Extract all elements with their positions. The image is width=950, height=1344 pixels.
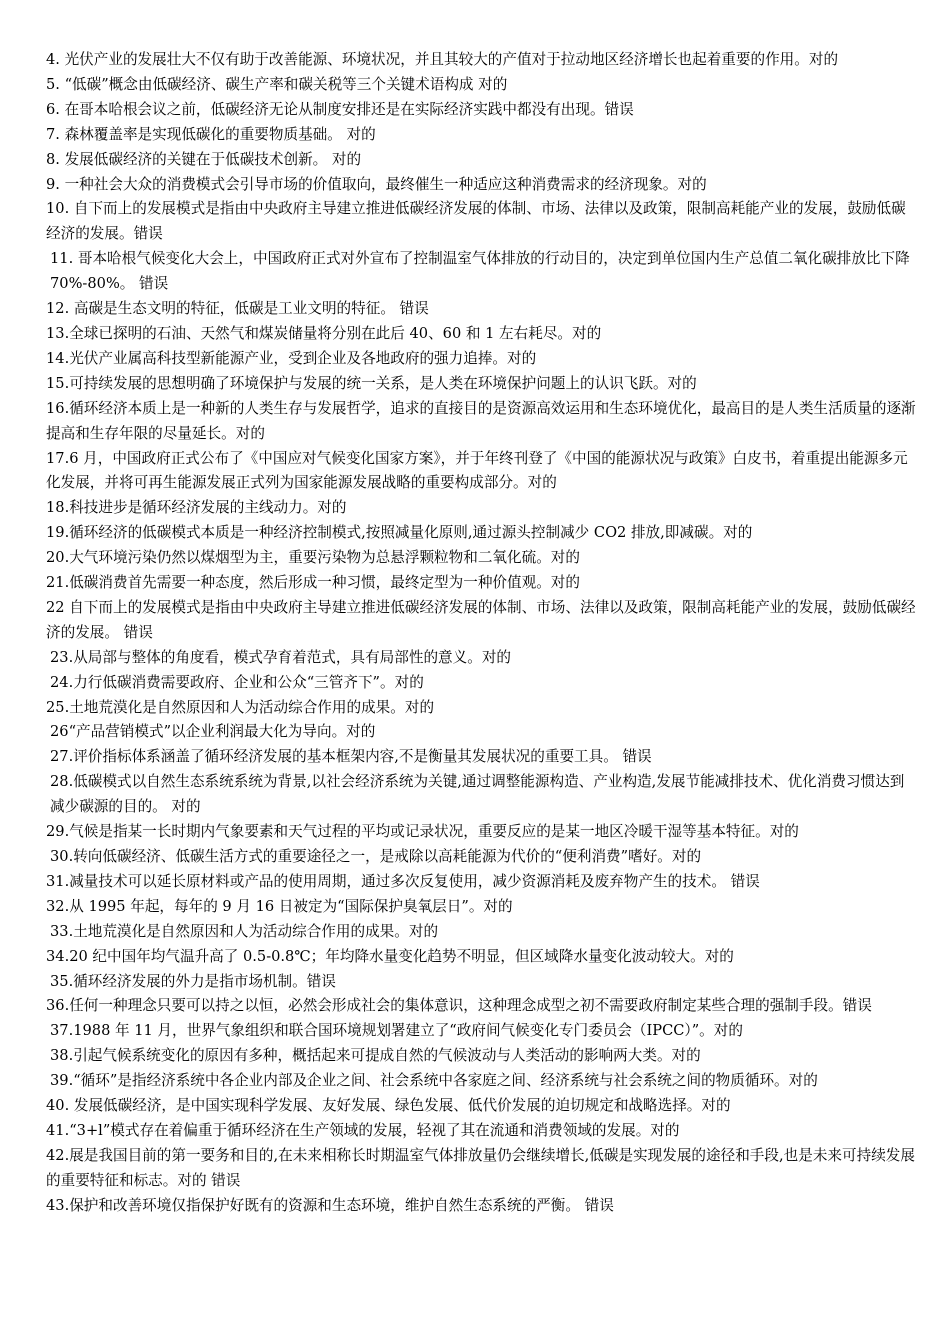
- question-item: 29.气候是指某一长时期内气象要素和天气过程的平均或记录状况，重要反应的是某一地区冷暖干湿等基本特征。对的: [46, 823, 799, 841]
- question-list: [46, 48, 916, 1219]
- question-item: 5. “低碳”概念由低碳经济、碳生产率和碳关税等三个关键术语构成 对的: [46, 75, 508, 93]
- question-item: 12. 高碳是生态文明的特征，低碳是工业文明的特征。 错误: [46, 300, 429, 318]
- question-item: 42.展是我国目前的第一要务和目的,在未来相称长时期温室气体排放量仍会继续增长,低碳是实现发展的途径和手段,也是未来可持续发展的重要特征和标志。对的 错误: [46, 1146, 915, 1189]
- question-item: 14.光伏产业属高科技型新能源产业，受到企业及各地政府的强力追捧。对的: [46, 349, 537, 367]
- question-item: 40. 发展低碳经济，是中国实现科学发展、友好发展、绿色发展、低代价发展的迫切规定和战略选择。对的: [46, 1097, 731, 1115]
- question-item: 21.低碳消费首先需要一种态度，然后形成一种习惯，最终定型为一种价值观。对的: [46, 574, 580, 592]
- question-item: 30.转向低碳经济、低碳生活方式的重要途径之一，是戒除以高耗能源为代价的“便利消费”嗜好。对的: [50, 848, 702, 865]
- question-item: 4. 光伏产业的发展壮大不仅有助于改善能源、环境状况，并且其较大的产值对于拉动地区经济增长也起着重要的作用。对的: [46, 51, 839, 68]
- question-item: 20.大气环境污染仍然以煤烟型为主，重要污染物为总悬浮颗粒物和二氧化硫。对的: [46, 549, 580, 567]
- question-item: 31.减量技术可以延长原材料或产品的使用周期，通过多次反复使用，减少资源消耗及废弃物产生的技术。 错误: [46, 872, 760, 890]
- question-item: 16.循环经济本质上是一种新的人类生存与发展哲学，追求的直接目的是资源高效运用和生态环境优化，最高目的是人类生活质量的逐渐提高和生存年限的尽量延长。对的: [46, 399, 916, 442]
- question-item: 24.力行低碳消费需要政府、企业和公众“三管齐下”。对的: [50, 673, 424, 691]
- question-item: 34.20 纪中国年均气温升高了 0.5-0.8℃；年均降水量变化趋势不明显，但区域降水量变化波动较大。对的: [46, 947, 734, 965]
- question-item: 10. 自下而上的发展模式是指由中央政府主导建立推进低碳经济发展的体制、市场、法律以及政策，限制高耗能产业的发展，鼓励低碳经济的发展。错误: [46, 200, 906, 243]
- question-item: 9. 一种社会大众的消费模式会引导市场的价值取向，最终催生一种适应这种消费需求的经济现象。对的: [46, 175, 707, 193]
- question-item: 19.循环经济的低碳模式本质是一种经济控制模式,按照减量化原则,通过源头控制减少 CO2 排放,即减碳。对的: [46, 524, 753, 542]
- question-item: 28.低碳模式以自然生态系统系统为背景,以社会经济系统为关键,通过调整能源构造、产业构造,发展节能减排技术、优化消费习惯达到减少碳源的目的。 对的: [50, 773, 905, 816]
- question-item: 26“产品营销模式”以企业利润最大化为导向。对的: [50, 723, 376, 741]
- question-item: 6. 在哥本哈根会议之前，低碳经济无论从制度安排还是在实际经济实践中都没有出现。错误: [46, 100, 634, 118]
- question-item: 7. 森林覆盖率是实现低碳化的重要物质基础。 对的: [46, 125, 376, 143]
- question-item: 39.“循环”是指经济系统中各企业内部及企业之间、社会系统中各家庭之间、经济系统与社会系统之间的物质循环。对的: [50, 1072, 818, 1090]
- question-item: 11. 哥本哈根气候变化大会上，中国政府正式对外宣布了控制温室气体排放的行动目的，决定到单位国内生产总值二氧化碳排放比下降 70%-80%。 错误: [50, 250, 910, 293]
- question-item: 41.“3+l”模式存在着偏重于循环经济在生产领域的发展，轻视了其在流通和消费领域的发展。对的: [46, 1121, 680, 1139]
- question-item: 43.保护和改善环境仅指保护好既有的资源和生态环境，维护自然生态系统的严衡。 错误: [46, 1196, 614, 1214]
- question-item: 38.引起气候系统变化的原因有多种，概括起来可提成自然的气候波动与人类活动的影响两大类。对的: [50, 1047, 701, 1065]
- question-item: 8. 发展低碳经济的关键在于低碳技术创新。 对的: [46, 150, 362, 168]
- question-item: 37.1988 年 11 月，世界气象组织和联合国环境规划署建立了“政府间气候变化专门委员会（IPCC）”。对的: [50, 1022, 743, 1040]
- question-item: 13.全球已探明的石油、天然气和煤炭储量将分别在此后 40、60 和 1 左右耗尽。对的: [46, 324, 602, 342]
- question-item: 23.从局部与整体的角度看，模式孕育着范式，具有局部性的意义。对的: [50, 648, 512, 666]
- question-item: 27.评价指标体系涵盖了循环经济发展的基本框架内容,不是衡量其发展状况的重要工具。 错误: [50, 748, 652, 766]
- question-item: 36.任何一种理念只要可以持之以恒，必然会形成社会的集体意识，这种理念成型之初不需要政府制定某些合理的强制手段。错误: [46, 997, 872, 1015]
- question-item: 25.土地荒漠化是自然原因和人为活动综合作用的成果。对的: [46, 698, 435, 716]
- question-item: 22 自下而上的发展模式是指由中央政府主导建立推进低碳经济发展的体制、市场、法律以及政策，限制高耗能产业的发展，鼓励低碳经济的发展。 错误: [46, 598, 916, 641]
- question-item: 33.土地荒漠化是自然原因和人为活动综合作用的成果。对的: [50, 922, 439, 940]
- question-item: 35.循环经济发展的外力是指市场机制。错误: [50, 972, 336, 990]
- question-item: 18.科技进步是循环经济发展的主线动力。对的: [46, 499, 347, 517]
- question-item: 15.可持续发展的思想明确了环境保护与发展的统一关系，是人类在环境保护问题上的认识飞跃。对的: [46, 374, 697, 392]
- question-item: 17.6 月，中国政府正式公布了《中国应对气候变化国家方案》，并于年终刊登了《中国的能源状况与政策》白皮书，着重提出能源多元化发展，并将可再生能源发展正式列为国家能源发展战略的重要构成部分。对的: [46, 449, 908, 492]
- question-item: 32.从 1995 年起，每年的 9 月 16 日被定为“国际保护臭氧层日”。对的: [46, 897, 513, 915]
